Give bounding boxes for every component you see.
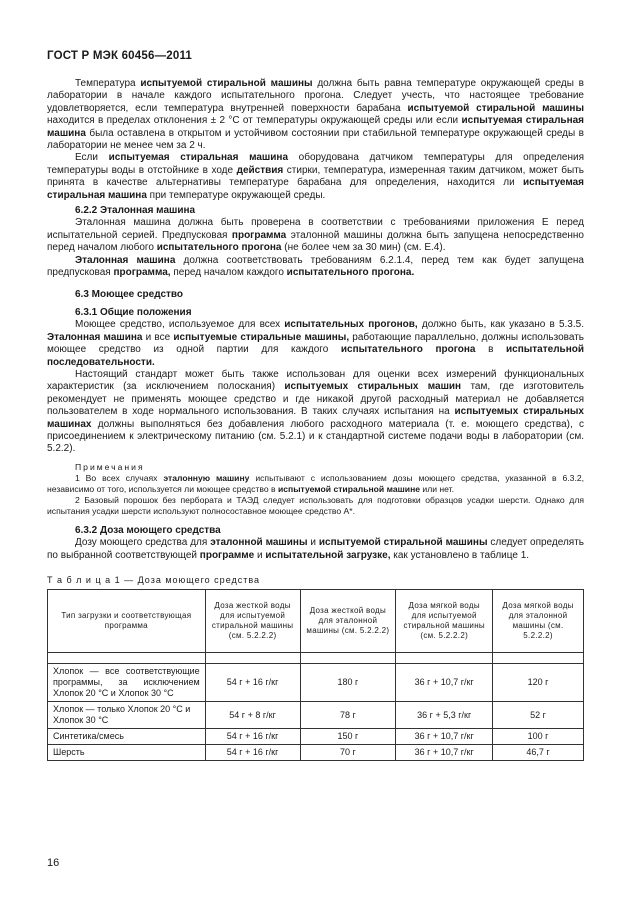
text: Температура — [75, 78, 141, 89]
text: и — [307, 537, 319, 549]
note-2: 2 Базовый порошок без пербората и ТАЭД следует использовать для подготовки образцов усадки шерсти. Однако для испытания усадки шерсти используют полносоставное моющее средство А*. — [47, 494, 584, 516]
text: должна соответствовать требованиям 6.2.1.4, перед тем как будет запущена предпусковая — [47, 254, 584, 279]
term: испытуемая стиральная машина — [47, 115, 585, 139]
detergent-dose-table — [47, 589, 584, 761]
table-cell: 36 г + 5,3 г/кг — [396, 702, 493, 729]
section-heading-6-2-2: 6.2.2 Эталонная машина — [75, 205, 196, 217]
document-body — [47, 78, 584, 761]
note-1 — [47, 473, 584, 495]
term: действия — [236, 164, 284, 176]
column-header: Тип загрузки и соответствующая программа — [48, 590, 206, 653]
table-cell: 70 г — [300, 745, 396, 761]
table-row — [48, 729, 584, 745]
term: испытательных прогонов, — [284, 319, 418, 331]
term: эталонной машины — [210, 537, 308, 549]
term: испытуемой стиральной машине — [277, 483, 421, 494]
table-cell: 54 г + 8 г/кг — [205, 702, 300, 729]
term: испытуемой стиральной машины — [318, 537, 488, 549]
text: или нет. — [420, 483, 455, 494]
term: испытуемая стиральная машина — [47, 177, 584, 201]
table-caption: Т а б л и ц а 1 — Доза моющего средства — [47, 575, 261, 585]
column-header: Доза жесткой воды для эталонной машины (см. 5.2.2.2) — [300, 590, 396, 653]
text: при температуре окружающей среды. — [146, 189, 326, 201]
text: стирки, температура, измеренная таким датчиком, может быть принята в качестве альтернативы температуре барабана для определения, находится ли — [47, 164, 584, 189]
table-cell: 78 г — [300, 702, 396, 729]
table-cell: Шерсть — [48, 745, 206, 761]
text: находится в пределах отклонения ± 2 °С от температуры окружающей среды или если — [47, 115, 462, 127]
text: была оставлена в открытом и устойчивом состоянии при стабильной температуре окружающей среды в лаборатории не менее чем за 2 ч. — [47, 127, 584, 152]
text: должны выполняться без добавления любого расходного материала (т. е. моющего средства), с присоединением к электрическому питанию (см. 5.2.1) и к стандартной системе подачи воды в лаборатории (см. 5.2.2). — [47, 418, 584, 455]
text: работающие параллельно, должны использовать моющее средство из одной партии для каждого — [47, 331, 585, 356]
table-cell: 54 г + 16 г/кг — [205, 745, 300, 761]
table-cell: 120 г — [493, 664, 584, 702]
text: и — [254, 549, 266, 561]
text: (не более чем за 30 мин) (см. Е.4). — [281, 242, 446, 254]
term: программа — [231, 229, 287, 241]
paragraph-detergent-general — [47, 319, 584, 369]
text: Эталонная машина должна быть проверена в соответствии с требованиями приложения Е перед испытательной серией. Предпусковая — [47, 217, 584, 241]
text: как установлено в таблице 1. — [390, 549, 530, 561]
table-cell: 150 г — [300, 729, 396, 745]
text: Дозу моющего средства для — [75, 537, 211, 549]
text: оборудована датчиком температуры для определения температуры воды в отстойнике в ходе — [47, 152, 585, 176]
notes-block — [47, 462, 584, 517]
term: испытательного прогона. — [286, 267, 415, 279]
term: испытуемых стиральных машин — [284, 381, 462, 393]
table-cell: Хлопок — все соответствующие программы, за исключением Хлопок 20 °С и Хлопок 30 °С — [48, 664, 206, 702]
paragraph-detergent-dose — [47, 537, 584, 562]
table-header-row — [48, 590, 584, 653]
text: Если — [75, 152, 109, 164]
page-header: ГОСТ Р МЭК 60456—2011 — [47, 50, 193, 62]
table-cell: 36 г + 10,7 г/кг — [396, 664, 493, 702]
term: программа, — [113, 267, 171, 279]
term: испытуемых стиральных машинах — [47, 406, 584, 430]
text: испытывают с использованием дозы моющего средства, указанной в 6.3.2, независимо от того, используется ли моющее средство в — [47, 472, 584, 494]
text: 1 Во всех случаях — [75, 472, 164, 483]
table-cell: 46,7 г — [493, 745, 584, 761]
text: эталонной машины должна быть запущена непосредственно перед началом любого — [47, 229, 584, 254]
table-row — [48, 702, 584, 729]
paragraph-no-detergent-case — [47, 369, 584, 456]
table-row — [48, 745, 584, 761]
table-cell: 54 г + 16 г/кг — [205, 729, 300, 745]
term: испытуемой стиральной машины — [140, 78, 313, 89]
text: там, где изготовитель рекомендует не применять моющее средство и где никакой другой расходный материал не добавляется пользователем в ходе нормального использования. В таких случаях испытания на — [47, 381, 584, 418]
notes-title: Примечания — [75, 461, 145, 472]
term: испытательной последовательности. — [47, 344, 585, 368]
term: программе — [199, 549, 255, 561]
text: Моющее средство, используемое для всех — [75, 319, 285, 331]
paragraph-temperature-sensor — [47, 152, 584, 202]
text: Настоящий стандарт может быть также использован для оценки всех измерений функциональных характеристик (за исключением полоскания) — [47, 368, 584, 393]
paragraph-reference-machine-requirements — [47, 255, 584, 280]
term: испытательного прогона — [156, 242, 282, 254]
term: Эталонная машина — [75, 254, 176, 266]
text: должна быть равна температуре окружающей среды в лаборатории в начале каждого испытательного прогона. Следует учесть, что настоящее требование удовлетворяется, если температура внутренней поверхности барабана — [47, 78, 584, 114]
column-header: Доза мягкой воды для испытуемой стиральной машины (см. 5.2.2.2) — [396, 590, 493, 653]
table-cell: 36 г + 10,7 г/кг — [396, 729, 493, 745]
text: должно быть, как указано в 5.3.5. — [417, 319, 584, 331]
table-cell: 52 г — [493, 702, 584, 729]
text: следует определять по выбранной соответствующей — [47, 537, 584, 561]
table-cell: Синтетика/смесь — [48, 729, 206, 745]
table-cell: 180 г — [300, 664, 396, 702]
column-header: Доза мягкой воды для эталонной машины (см. 5.2.2.2) — [493, 590, 584, 653]
paragraph-ambient-temperature — [47, 78, 584, 152]
section-heading-6-3-1: 6.3.1 Общие положения — [75, 306, 192, 318]
term: испытательной загрузке, — [265, 549, 391, 561]
term: испытуемой стиральной машины — [407, 102, 584, 114]
paragraph-reference-machine-check — [47, 217, 584, 254]
table-cell: Хлопок — только Хлопок 20 °С и Хлопок 30 °С — [48, 702, 206, 729]
term: эталонную машину — [163, 472, 250, 483]
term: испытуемые стиральные машины, — [173, 331, 350, 343]
table-cell: 54 г + 16 г/кг — [205, 664, 300, 702]
section-heading-6-3: 6.3 Моющее средство — [75, 288, 184, 300]
term: испытуемая стиральная машина — [108, 152, 289, 164]
section-heading-6-3-2: 6.3.2 Доза моющего средства — [75, 524, 221, 536]
table-row — [48, 664, 584, 702]
table-cell: 100 г — [493, 729, 584, 745]
term: Эталонная машина — [47, 331, 143, 343]
text: перед началом каждого — [170, 267, 287, 279]
column-header: Доза жесткой воды для испытуемой стиральной машины (см. 5.2.2.2) — [205, 590, 300, 653]
text: в — [475, 344, 506, 356]
table-cell: 36 г + 10,7 г/кг — [396, 745, 493, 761]
page-number: 16 — [47, 857, 60, 869]
term: испытательного прогона — [340, 344, 476, 356]
table-spacer-row — [48, 653, 584, 664]
text: и все — [142, 331, 174, 343]
